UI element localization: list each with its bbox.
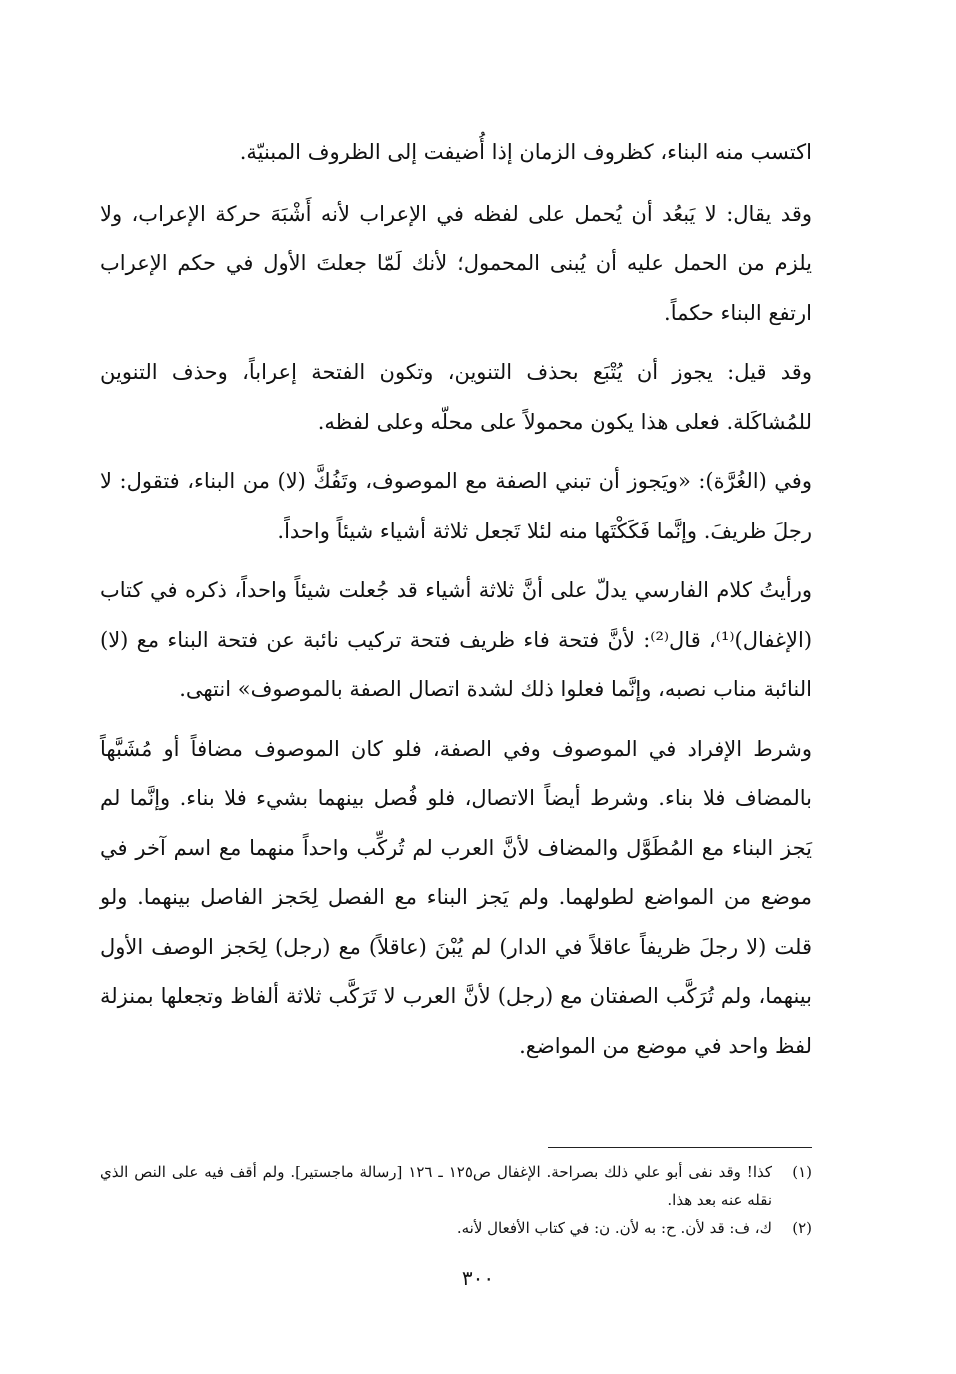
- paragraph-4: وفي (الغُرَّة): «ويَجوز أن تبني الصفة مع الموصوف، وتَفُكَّ (لا) من البناء، فتقول: لا رجلَ ظريفَ. وإنَّما فَكَكْتَها منه لئلا تَجعل ثلاثة أشياء شيئاً واحداً.: [100, 469, 812, 543]
- paragraph-1: اكتسب منه البناء، كظروف الزمان إذا أُضيفت إلى الظروف المبنيّة.: [239, 140, 812, 164]
- footnote-divider: [548, 1147, 812, 1148]
- paragraph-3: وقد قيل: يجوز أن يُتْبَع بحذف التنوين، وتكون الفتحة إعراباً، وحذف التنوين للمُشاكَلة. فعلى هذا يكون محمولاً على محلّه وعلى لفظه.: [100, 360, 812, 434]
- page-number: ٣٠٠: [461, 1266, 495, 1290]
- paragraph-6: وشرط الإفراد في الموصوف وفي الصفة، فلو كان الموصوف مضافاً أو مُشَبَّهاً بالمضاف فلا بناء. وشرط أيضاً الاتصال، فلو فُصل بينهما بشيء فلا بناء. وإنَّما لم يَجز البناء مع المُطَوَّل والمضاف لأنَّ العرب لم تُركِّب واحداً منهما مع اسم آخر في موضع من المواضع لطولهما. ولم يَجز البناء مع الفصل لِحَجز الفاصل بينهما. ولو قلت (لا رجلَ ظريفاً عاقلاً في الدار) لم يُبْنَ (عاقلاً) مع (رجل) لِحَجز الوصف الأول بينهما، ولم تُرَكَّب الصفتان مع (رجل) لأنَّ العرب لا تَرَكَّب ثلاثة ألفاظ وتجعلها بمنزلة لفظ واحد في موضع من المواضع.: [100, 736, 812, 1058]
- footnotes: [100, 1158, 812, 1242]
- footnote-number: (٢): [792, 1219, 812, 1237]
- footnote-text: كذا! وقد نفى أبو علي ذلك بصراحة. الإغفال ص١٢٥ ـ ١٢٦ [رسالة ماجستير]. ولم أقف فيه على النص الذي نقله عنه بعد هذا.: [100, 1163, 772, 1209]
- footnote-number: (١): [792, 1163, 812, 1181]
- main-text: [100, 128, 812, 1081]
- footnote-text: ك، ف: قد لأن. ح: به لأن. ن: في كتاب الأفعال لأنه.: [456, 1219, 772, 1237]
- paragraph-2: وقد يقال: لا يَبعُد أن يُحمل على لفظه في الإعراب لأنه أَشْبَهَ حركة الإعراب، ولا يلزم من الحمل عليه أن يُبنى المحمول؛ لأنك لَمّا جعلتَ الأول في حكم الإعراب ارتفع البناء حكماً.: [100, 201, 812, 325]
- paragraph-5: ورأيتُ كلام الفارسي يدلّ على أنَّ ثلاثة أشياء قد جُعلت شيئاً واحداً، ذكره في كتاب (الإغفال)⁽¹⁾، قال⁽²⁾: لأنَّ فتحة فاء ظريف فتحة تركيب نائبة عن فتحة البناء مع (لا) النائبة مناب نصبه، وإنَّما فعلوا ذلك لشدة اتصال الصفة بالموصوف» انتهى.: [100, 578, 813, 701]
- footnote-1: [100, 1158, 812, 1214]
- footnote-2: [100, 1214, 812, 1242]
